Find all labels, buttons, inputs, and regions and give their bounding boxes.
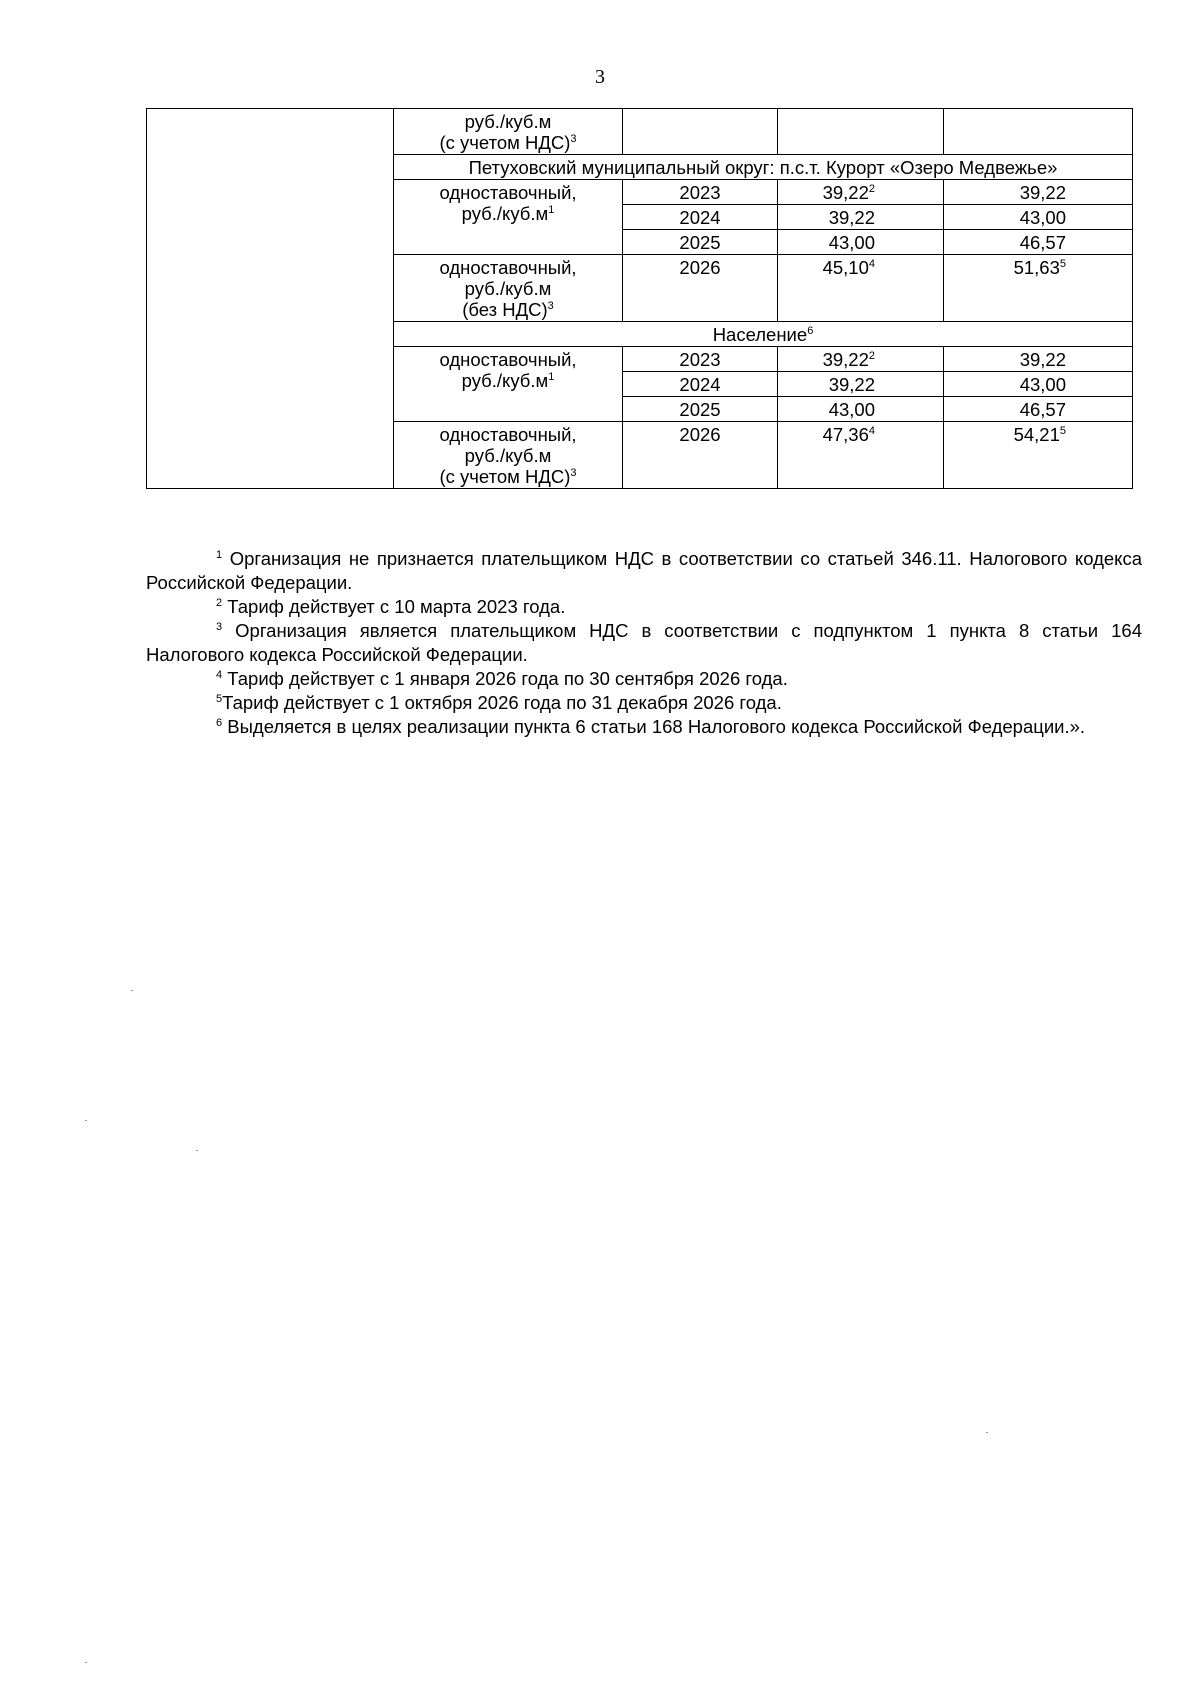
year-cell: 2023	[623, 180, 778, 205]
tariff-unit-label: руб./куб.м	[464, 111, 552, 132]
footnote-text: Тариф действует с 10 марта 2023 года.	[227, 596, 566, 617]
footnote-mark: 2	[216, 597, 223, 609]
table-row	[147, 109, 1133, 155]
tariff-type-cell	[394, 180, 623, 255]
footnote-ref: 1	[548, 371, 555, 383]
tariff-type-label: одноставочный,	[439, 182, 577, 203]
value-cell: 43,00	[778, 230, 944, 255]
tariff-type-cell	[394, 347, 623, 422]
footnote-3	[146, 619, 1142, 667]
value-cell: 39,22	[944, 347, 1133, 372]
footnote-ref: 5	[1059, 258, 1066, 270]
year-cell: 2026	[623, 422, 778, 489]
footnote-text: Тариф действует с 1 октября 2026 года по 31 декабря 2026 года.	[222, 692, 782, 713]
value-cell: 54,21$^5$	[944, 422, 1133, 489]
value-cell: 43,00	[778, 397, 944, 422]
footnote-ref: 4	[868, 425, 875, 437]
footnote-6	[146, 715, 1142, 739]
footnote-ref: 6	[807, 325, 814, 337]
footnote-4	[146, 667, 1142, 691]
footnote-text: Организация не признается плательщиком НДС в соответствии со статьей 346.11. Налогового кодекса Российской Федерации.	[146, 548, 1143, 593]
tariff-type-label: одноставочный,	[439, 424, 577, 445]
value-cell: 45,10$^4$	[778, 255, 944, 322]
footnote-ref: 1	[548, 204, 555, 216]
value-cell	[778, 109, 944, 155]
value-cell: 39,22	[944, 180, 1133, 205]
tariff-unit-label: руб./куб.м	[461, 203, 549, 224]
section-header-ozero: Петуховский муниципальный округ: п.с.т. Курорт «Озеро Медвежье»	[394, 155, 1133, 180]
footnote-ref: 3	[570, 133, 577, 145]
scan-speck	[986, 1432, 988, 1433]
value-cell: 46,57	[944, 230, 1133, 255]
tariff-unit-label: руб./куб.м	[464, 445, 552, 466]
year-cell: 2024	[623, 372, 778, 397]
section-header-population: Население$^6$	[394, 322, 1133, 347]
footnotes	[146, 547, 1142, 739]
value-cell: 39,22	[778, 205, 944, 230]
footnote-2	[146, 595, 1142, 619]
footnote-ref: 2	[868, 183, 875, 195]
value-cell: 39,22$^2$	[778, 347, 944, 372]
page-number: 3	[595, 66, 605, 88]
tariff-type-cell	[394, 422, 623, 489]
value-cell	[944, 109, 1133, 155]
year-cell: 2025	[623, 397, 778, 422]
scan-speck	[131, 990, 133, 991]
footnote-mark: 1	[216, 549, 223, 561]
footnote-mark: 3	[216, 621, 223, 633]
value-cell: 51,63$^5$	[944, 255, 1133, 322]
tariff-vat-label: (с учетом НДС)	[439, 466, 571, 487]
footnote-mark: 5	[216, 693, 223, 705]
blank-column-cell	[147, 109, 394, 489]
tariff-type-cell	[394, 255, 623, 322]
value-cell: 46,57	[944, 397, 1133, 422]
footnote-text: Выделяется в целях реализации пункта 6 статьи 168 Налогового кодекса Российской Федерации.».	[227, 716, 1086, 737]
tariff-type-label: одноставочный,	[439, 257, 577, 278]
tariff-unit-label: руб./куб.м	[461, 370, 549, 391]
year-cell	[623, 109, 778, 155]
tariff-vat-label: (без НДС)	[462, 299, 548, 320]
footnote-mark: 4	[216, 669, 223, 681]
value-cell: 43,00	[944, 372, 1133, 397]
footnote-ref: 3	[570, 467, 577, 479]
footnote-ref: 4	[868, 258, 875, 270]
value-cell: 47,36$^4$	[778, 422, 944, 489]
tariff-vat-label: (с учетом НДС)	[439, 132, 571, 153]
tariff-type-cell	[394, 109, 623, 155]
footnote-1	[146, 547, 1142, 595]
scan-speck	[85, 1120, 87, 1121]
tariff-type-label: одноставочный,	[439, 349, 577, 370]
tariff-unit-label: руб./куб.м	[464, 278, 552, 299]
footnote-mark: 6	[216, 717, 223, 729]
tariff-table	[146, 108, 1133, 489]
footnote-ref: 2	[868, 350, 875, 362]
scan-speck	[196, 1150, 198, 1151]
year-cell: 2023	[623, 347, 778, 372]
footnote-5	[146, 691, 1142, 715]
footnote-ref: 5	[1059, 425, 1066, 437]
footnote-text: Организация является плательщиком НДС в соответствии с подпунктом 1 пункта 8 статьи 164 Налогового кодекса Российской Федерации.	[146, 620, 1142, 665]
value-cell: 39,22$^2$	[778, 180, 944, 205]
year-cell: 2026	[623, 255, 778, 322]
year-cell: 2025	[623, 230, 778, 255]
footnote-text: Тариф действует с 1 января 2026 года по 30 сентября 2026 года.	[227, 668, 788, 689]
year-cell: 2024	[623, 205, 778, 230]
value-cell: 39,22	[778, 372, 944, 397]
scan-speck	[85, 1662, 87, 1663]
value-cell: 43,00	[944, 205, 1133, 230]
footnote-ref: 3	[547, 300, 554, 312]
